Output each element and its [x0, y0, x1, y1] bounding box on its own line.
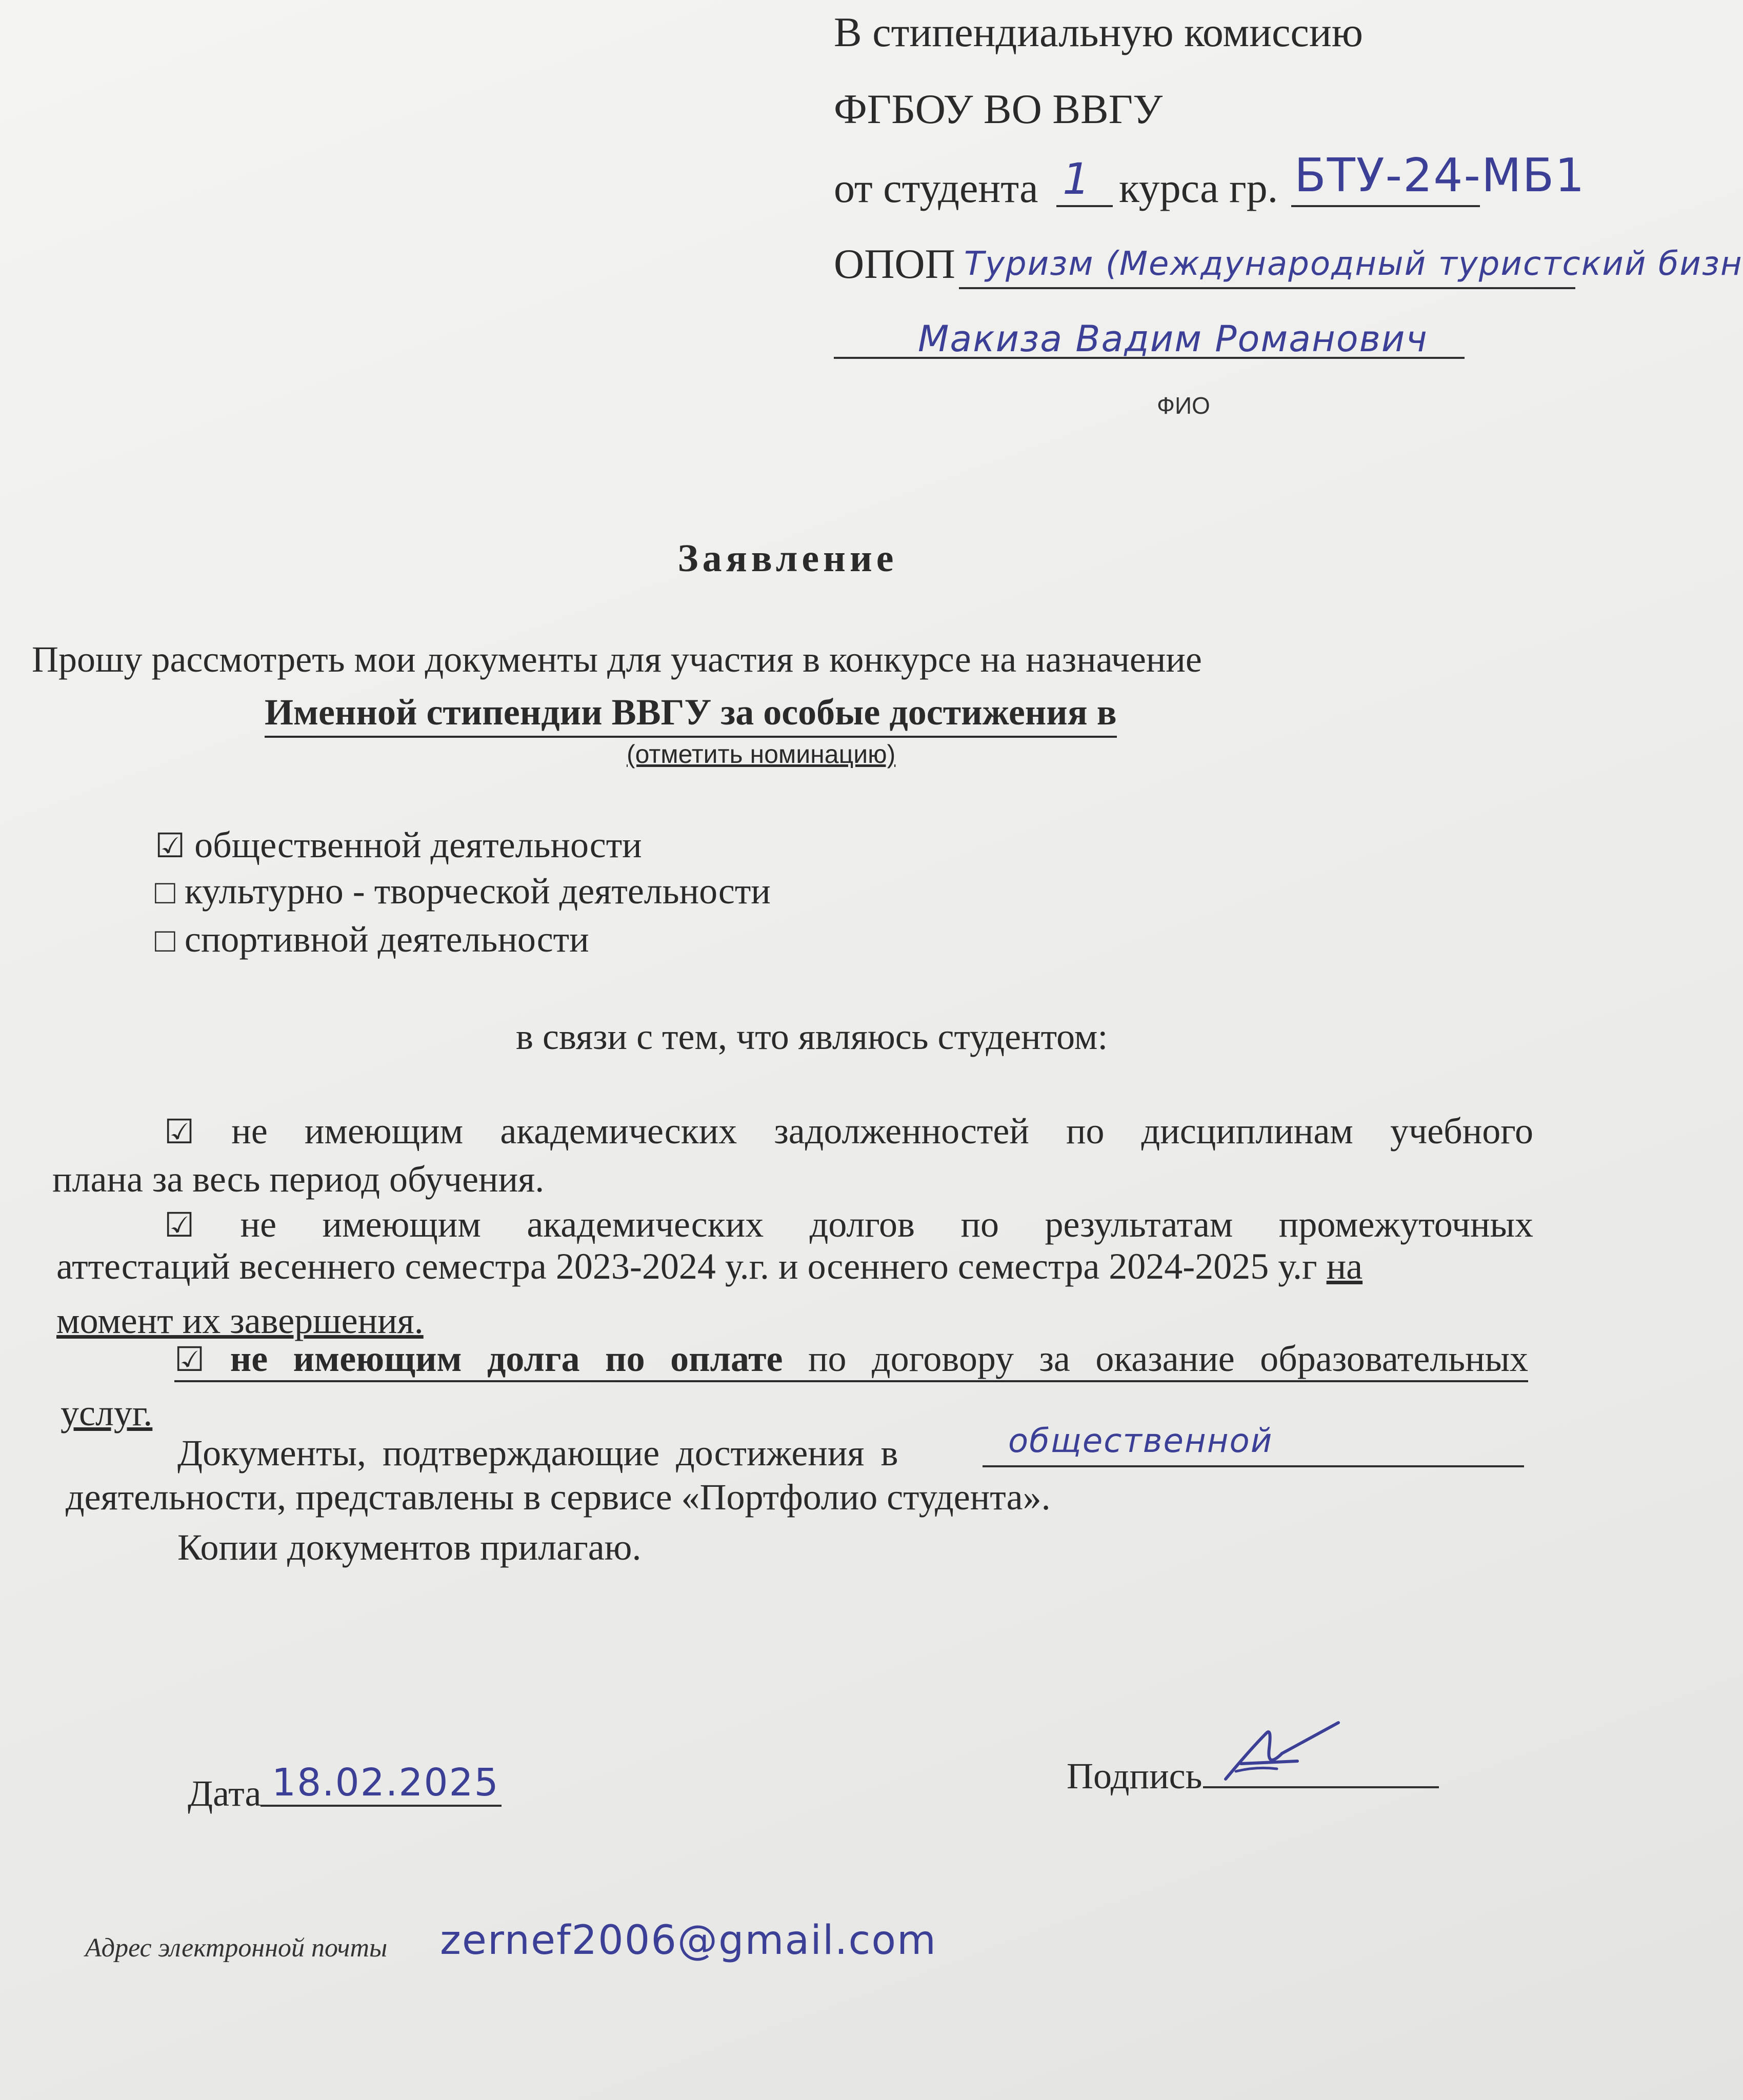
course-value[interactable]: 1 — [1063, 154, 1091, 204]
reason-heading: в связи с тем, что являюсь студентом: — [516, 1016, 1108, 1057]
fio-value[interactable]: Макиза Вадим Романович — [918, 318, 1428, 360]
documents-line-2: деятельности, представлены в сервисе «Портфолио студента». — [66, 1477, 1051, 1518]
addressee-line: В стипендиальную комиссию — [834, 9, 1363, 55]
condition-1-line-2: плана за весь период обучения. — [52, 1159, 545, 1200]
group-underline — [1291, 205, 1480, 207]
copies-attached: Копии документов прилагаю. — [177, 1527, 642, 1568]
condition-3-line-2: услуг. — [61, 1392, 153, 1433]
documents-field-underline — [983, 1465, 1524, 1467]
opop-value[interactable]: Туризм (Международный туристский бизн — [964, 245, 1743, 283]
checkbox-checked-icon[interactable]: ☑ — [174, 1341, 205, 1379]
organization-line: ФГБОУ ВО ВВГУ — [834, 86, 1163, 132]
email-label: Адрес электронной почты — [85, 1933, 388, 1963]
fio-caption: ФИО — [1157, 392, 1210, 419]
mark-nomination-hint: (отметить номинацию) — [627, 740, 896, 769]
checkbox-checked-icon[interactable]: ☑ — [164, 1207, 195, 1244]
documents-field-value[interactable]: общественной — [1008, 1422, 1273, 1460]
nomination-label: общественной деятельности — [194, 824, 642, 865]
condition-1-line-1: ☑ не имеющим академических задолженностей по дисциплинам учебного — [164, 1110, 1534, 1152]
signature-label: Подпись — [1067, 1755, 1203, 1796]
nomination-cultural[interactable] — [155, 873, 771, 910]
nomination-label: спортивной деятельности — [184, 919, 589, 960]
documents-prefix: Документы, подтверждающие достижения в — [177, 1432, 898, 1473]
checkbox-empty-icon[interactable]: □ — [155, 922, 175, 959]
date-value[interactable]: 18.02.2025 — [272, 1761, 499, 1805]
checkbox-checked-icon[interactable]: ☑ — [164, 1114, 195, 1151]
intro-line-1: Прошу рассмотреть мои документы для участия в конкурсе на назначение — [32, 639, 1202, 680]
course-label: курса гр. — [1119, 165, 1278, 211]
checkbox-empty-icon[interactable]: □ — [155, 874, 175, 911]
condition-2-line-3: момент их завершения. — [56, 1300, 424, 1341]
opop-underline — [959, 287, 1575, 289]
course-underline — [1056, 205, 1113, 207]
nomination-social[interactable] — [155, 826, 642, 863]
opop-label: ОПОП — [834, 240, 955, 287]
checkbox-checked-icon[interactable]: ☑ — [155, 827, 186, 865]
nomination-label: культурно - творческой деятельности — [184, 871, 771, 912]
email-value[interactable]: zernef2006@gmail.com — [440, 1917, 937, 1964]
group-value[interactable]: БТУ-24-МБ1 — [1294, 149, 1586, 203]
nomination-sport[interactable] — [155, 921, 589, 958]
condition-2-line-1: ☑ не имеющим академических долгов по результатам промежуточных — [164, 1204, 1534, 1245]
from-student-prefix: от студента — [834, 165, 1038, 211]
scholarship-name: Именной стипендии ВВГУ за особые достижения в — [265, 691, 1117, 738]
handwritten-signature[interactable] — [1220, 1718, 1344, 1789]
condition-2-line-2: аттестаций весеннего семестра 2023-2024 у.г. и осеннего семестра 2024-2025 у.г на — [56, 1246, 1363, 1287]
date-underline — [261, 1805, 502, 1807]
date-label: Дата — [188, 1773, 262, 1814]
page-title: Заявление — [677, 537, 898, 580]
condition-3-line-1: ☑ не имеющим долга по оплате по договору за оказание образовательных — [174, 1340, 1528, 1382]
